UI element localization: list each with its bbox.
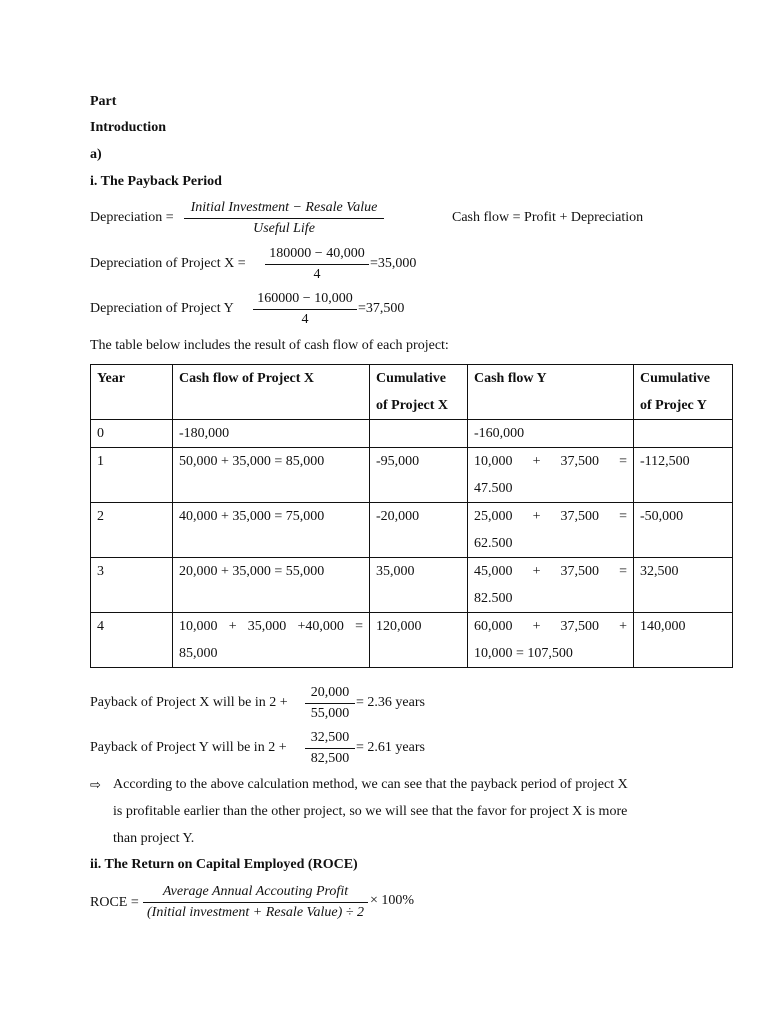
header-cumulative-y <box>634 365 733 420</box>
cfy-term-1: 60,000 <box>474 619 513 634</box>
depreciation-x-result: =35,000 <box>370 256 417 271</box>
cfy-op-1: + <box>532 509 541 524</box>
conclusion-line-2: is profitable earlier than the other project, so we will see that the favor for project X is more <box>113 804 628 819</box>
cfx-term-1: 10,000 <box>179 619 218 634</box>
depreciation-y-fraction <box>253 290 357 329</box>
cell-cash-flow-x <box>173 613 370 668</box>
depreciation-x-label: Depreciation of Project X = <box>90 256 246 271</box>
cell-cash-flow-x: -180,000 <box>173 420 370 448</box>
payback-x-denominator: 55,000 <box>310 706 350 721</box>
cfy-line2: 62.500 <box>474 536 513 551</box>
cfy-term-2: 37,500 <box>560 564 600 579</box>
cfy-op-2: = <box>619 509 627 524</box>
cfx-line2: 85,000 <box>179 646 218 661</box>
header-cumulative-x-line2: of Project X <box>376 398 449 413</box>
cfy-term-1: 25,000 <box>474 509 513 524</box>
payback-x-numerator: 20,000 <box>305 684 355 704</box>
header-cash-flow-y: Cash flow Y <box>468 365 634 420</box>
cfy-term-2: 37,500 <box>560 509 600 524</box>
roce-formula-numerator: Average Annual Accouting Profit <box>143 883 368 903</box>
conclusion-line-3: than project Y. <box>113 831 195 846</box>
depreciation-x-denominator: 4 <box>313 267 321 282</box>
cell-cumulative-x: 35,000 <box>370 558 468 613</box>
cell-cash-flow-y: -160,000 <box>468 420 634 448</box>
cfx-term-2: 35,000 <box>247 619 287 634</box>
roce-formula-label: ROCE = <box>90 895 139 910</box>
cell-cash-flow-x: 40,000 + 35,000 = 75,000 <box>173 503 370 558</box>
cell-cash-flow-y <box>468 448 634 503</box>
cfy-op-2: = <box>619 454 627 469</box>
cell-cumulative-x: -20,000 <box>370 503 468 558</box>
cash-flow-table <box>90 364 733 668</box>
part-heading: Part <box>90 94 117 109</box>
depreciation-x-fraction <box>265 245 369 284</box>
cell-cumulative-y: 140,000 <box>634 613 733 668</box>
cell-cash-flow-x: 50,000 + 35,000 = 85,000 <box>173 448 370 503</box>
cell-year: 4 <box>91 613 173 668</box>
cfy-term-1: 10,000 <box>474 454 513 469</box>
depreciation-y-label: Depreciation of Project Y <box>90 301 234 316</box>
header-year: Year <box>91 365 173 420</box>
header-cumulative-x-line1: Cumulative <box>376 371 446 386</box>
table-row <box>91 613 733 668</box>
cfy-term-2: 37,500 <box>560 619 600 634</box>
depreciation-formula-label: Depreciation = <box>90 210 174 225</box>
payback-y-numerator: 32,500 <box>305 729 355 749</box>
cell-cumulative-y: 32,500 <box>634 558 733 613</box>
depreciation-x-numerator: 180000 − 40,000 <box>265 245 369 265</box>
table-row <box>91 503 733 558</box>
roce-heading: ii. The Return on Capital Employed (ROCE) <box>90 857 358 872</box>
cell-cumulative-x <box>370 420 468 448</box>
header-cash-flow-x: Cash flow of Project X <box>173 365 370 420</box>
payback-x-fraction <box>305 684 355 723</box>
cfx-op-2: = <box>355 619 363 634</box>
depreciation-formula-numerator: Initial Investment − Resale Value <box>184 199 384 219</box>
cfx-term-3: +40,000 <box>297 619 344 634</box>
header-cumulative-y-line1: Cumulative <box>640 371 710 386</box>
cell-year: 0 <box>91 420 173 448</box>
cell-cash-flow-y <box>468 503 634 558</box>
cell-cumulative-y: -50,000 <box>634 503 733 558</box>
cell-cumulative-y <box>634 420 733 448</box>
conclusion-line-1: According to the above calculation method, we can see that the payback period of project X <box>113 777 628 792</box>
payback-y-label: Payback of Project Y will be in 2 + <box>90 740 287 755</box>
cell-cumulative-y: -112,500 <box>634 448 733 503</box>
payback-y-fraction <box>305 729 355 768</box>
cfy-term-1: 45,000 <box>474 564 513 579</box>
cell-cash-flow-x: 20,000 + 35,000 = 55,000 <box>173 558 370 613</box>
cfy-op-1: + <box>532 564 541 579</box>
section-a-heading: a) <box>90 147 102 162</box>
depreciation-y-denominator: 4 <box>301 312 309 327</box>
cell-cash-flow-y <box>468 558 634 613</box>
payback-x-result: = 2.36 years <box>356 695 425 710</box>
depreciation-y-result: =37,500 <box>358 301 405 316</box>
payback-y-result: = 2.61 years <box>356 740 425 755</box>
cfy-line2: 47.500 <box>474 481 513 496</box>
cfy-line2: 82.500 <box>474 591 513 606</box>
payback-period-heading: i. The Payback Period <box>90 174 222 189</box>
table-intro-text: The table below includes the result of cash flow of each project: <box>90 338 449 353</box>
table-row <box>91 448 733 503</box>
cfy-op-1: + <box>532 454 541 469</box>
cell-year: 2 <box>91 503 173 558</box>
cfy-op-2: = <box>619 564 627 579</box>
cfy-op-2: + <box>619 619 627 634</box>
cell-cumulative-x: 120,000 <box>370 613 468 668</box>
roce-formula-suffix: × 100% <box>370 893 415 908</box>
table-row <box>91 558 733 613</box>
cfy-op-1: + <box>532 619 541 634</box>
cell-cumulative-x: -95,000 <box>370 448 468 503</box>
cell-year: 3 <box>91 558 173 613</box>
payback-y-denominator: 82,500 <box>310 751 350 766</box>
cash-flow-formula: Cash flow = Profit + Depreciation <box>452 210 644 225</box>
header-cumulative-y-line2: of Projec Y <box>640 398 707 413</box>
depreciation-formula-denominator: Useful Life <box>253 221 315 236</box>
introduction-heading: Introduction <box>90 120 166 135</box>
payback-x-label: Payback of Project X will be in 2 + <box>90 695 288 710</box>
table-header-row <box>91 365 733 420</box>
depreciation-formula-fraction <box>184 199 384 238</box>
table-row <box>91 420 733 448</box>
cfx-op-1: + <box>228 619 237 634</box>
roce-formula-fraction <box>143 883 368 922</box>
cell-year: 1 <box>91 448 173 503</box>
cfy-term-2: 37,500 <box>560 454 600 469</box>
double-arrow-right-icon: ⇨ <box>90 778 101 793</box>
header-cumulative-x <box>370 365 468 420</box>
cell-cash-flow-y <box>468 613 634 668</box>
roce-formula-denominator: (Initial investment + Resale Value) ÷ 2 <box>147 905 364 920</box>
depreciation-y-numerator: 160000 − 10,000 <box>253 290 357 310</box>
cfy-line2: 10,000 = 107,500 <box>474 646 573 661</box>
